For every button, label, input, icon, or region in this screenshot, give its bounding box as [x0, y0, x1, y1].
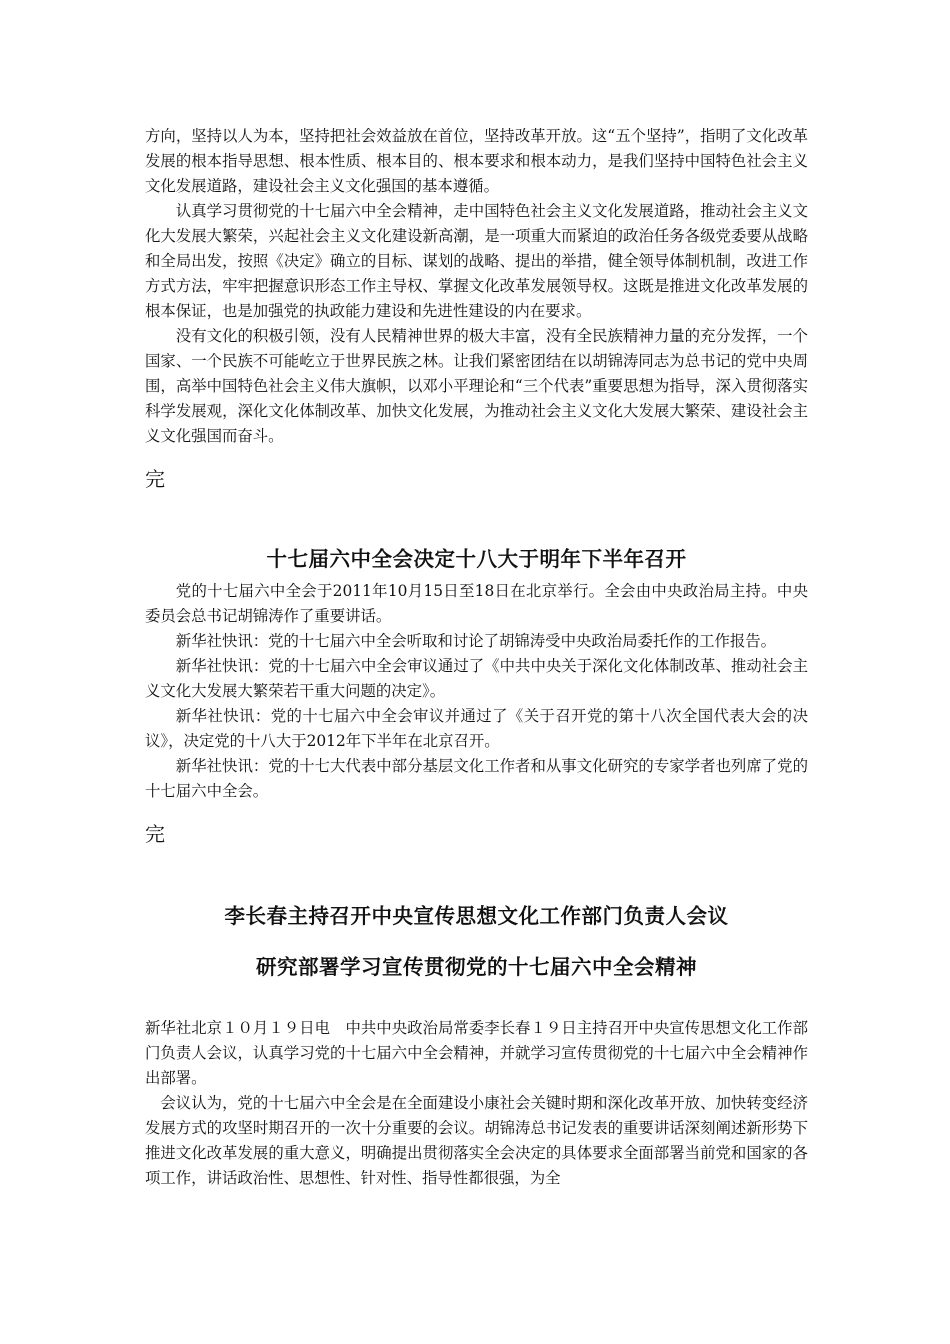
end-mark: 完: [145, 467, 165, 491]
body-paragraph: 没有文化的积极引领，没有人民精神世界的极大丰富，没有全民族精神力量的充分发挥，一个国家、一个民族不可能屹立于世界民族之林。让我们紧密团结在以胡锦涛同志为总书记的党中央周围，高举中国特色社会主义伟大旗帜，以邓小平理论和“三个代表”重要思想为指导，深入贯彻落实科学发展观，深化文化体制改革、加快文化发展，为推动社会主义文化大发展大繁荣、建设社会主义文化强国而奋斗。: [145, 327, 808, 445]
body-paragraph: 党的十七届六中全会于2011年10月15日至18日在北京举行。全会由中央政治局主持。中央委员会总书记胡锦涛作了重要讲话。: [145, 582, 808, 625]
body-paragraph: 新华社快讯：党的十七届六中全会审议并通过了《关于召开党的第十八次全国代表大会的决议》，决定党的十八大于2012年下半年在北京召开。: [145, 707, 808, 750]
body-paragraph: 新华社快讯：党的十七届六中全会审议通过了《中共中央关于深化文化体制改革、推动社会主义文化大发展大繁荣若干重大问题的决定》。: [145, 657, 808, 700]
document-page: [145, 124, 808, 1191]
body-paragraph: 新华社快讯：党的十七大代表中部分基层文化工作者和从事文化研究的专家学者也列席了党的十七届六中全会。: [145, 757, 808, 800]
body-paragraph: 方向，坚持以人为本，坚持把社会效益放在首位，坚持改革开放。这“五个坚持”，指明了文化改革发展的根本指导思想、根本性质、根本目的、根本要求和根本动力，是我们坚持中国特色社会主义文化发展道路，建设社会主义文化强国的基本遵循。: [145, 127, 808, 195]
article-title: 十七届六中全会决定十八大于明年下半年召开: [266, 547, 687, 571]
article-title: 李长春主持召开中央宣传思想文化工作部门负责人会议: [224, 904, 729, 928]
body-paragraph: 认真学习贯彻党的十七届六中全会精神，走中国特色社会主义文化发展道路，推动社会主义文化大发展大繁荣，兴起社会主义文化建设新高潮，是一项重大而紧迫的政治任务各级党委要从战略和全局出发，按照《决定》确立的目标、谋划的战略、提出的举措，健全领导体制机制，改进工作方式方法，牢牢把握意识形态工作主导权、掌握文化改革发展领导权。这既是推进文化改革发展的根本保证，也是加强党的执政能力建设和先进性建设的内在要求。: [145, 202, 808, 320]
article-subtitle: 研究部署学习宣传贯彻党的十七届六中全会精神: [256, 955, 697, 979]
end-mark: 完: [145, 822, 165, 846]
body-paragraph: 新华社北京１０月１９日电 中共中央政治局常委李长春１９日主持召开中央宣传思想文化工作部门负责人会议，认真学习党的十七届六中全会精神，并就学习宣传贯彻党的十七届六中全会精神作出部署。: [145, 1019, 808, 1087]
body-paragraph: 会议认为，党的十七届六中全会是在全面建设小康社会关键时期和深化改革开放、加快转变经济发展方式的攻坚时期召开的一次十分重要的会议。胡锦涛总书记发表的重要讲话深刻阐述新形势下推进文化改革发展的重大意义，明确提出贯彻落实全会决定的具体要求全面部署当前党和国家的各项工作，讲话政治性、思想性、针对性、指导性都很强，为全: [145, 1094, 808, 1187]
body-paragraph: 新华社快讯：党的十七届六中全会听取和讨论了胡锦涛受中央政治局委托作的工作报告。: [175, 632, 777, 650]
